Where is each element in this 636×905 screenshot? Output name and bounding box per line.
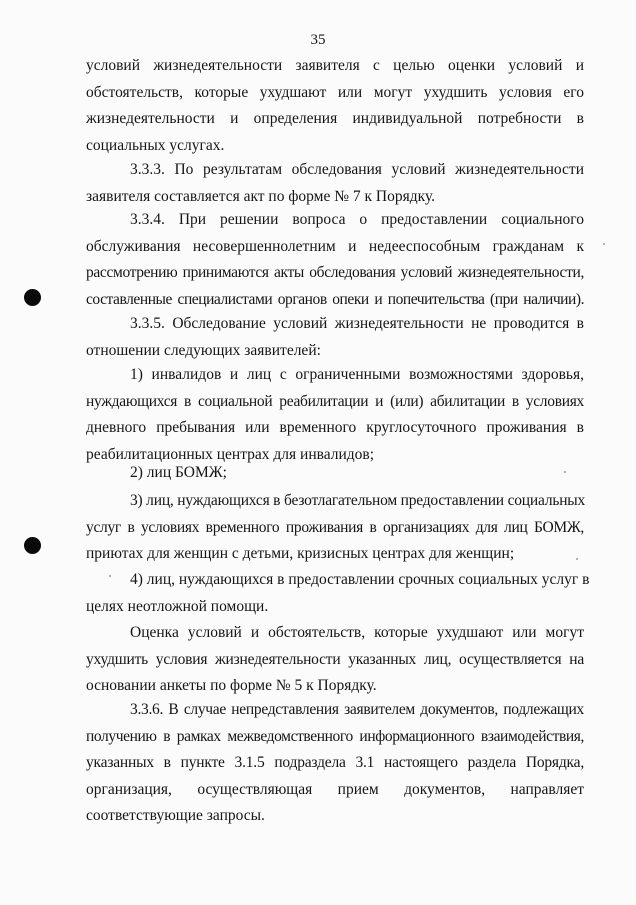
list-item-4 <box>86 567 590 620</box>
text-line: жизнедеятельности и определения индивидуальной потребности в <box>86 110 584 128</box>
paragraph-assessment <box>86 620 584 700</box>
text-line: получению в рамках межведомственного информационного взаимодействия, <box>86 727 584 745</box>
text-line: социальных услугах. <box>86 136 225 154</box>
text-line: 2) лиц БОМЖ; <box>130 464 227 481</box>
scan-speck <box>564 471 566 473</box>
text-line: 1) инвалидов и лиц с ограниченными возможностями здоровья, <box>130 366 584 383</box>
text-line: 3.3.3. По результатам обследования условий жизнедеятельности <box>130 161 584 178</box>
text-line: дневного пребывания или временного круглосуточного проживания в <box>86 419 584 437</box>
text-line: услуг в условиях временного проживания в организациях для лиц БОМЖ, <box>86 518 584 536</box>
text-line: 3) лиц, нуждающихся в безотлагательном предоставлении социальных <box>130 492 586 509</box>
text-line: реабилитационных центрах для инвалидов; <box>86 445 375 463</box>
list-item-3 <box>86 488 584 568</box>
text-line: 3.3.4. При решении вопроса о предоставлении социального <box>130 211 584 228</box>
text-line: соответствующие запросы. <box>86 807 265 825</box>
scan-speck <box>109 575 111 577</box>
text-line: обслуживания несовершеннолетним и недееспособным гражданам к <box>86 237 584 255</box>
text-line: организация, осуществляющая прием документов, направляет <box>86 780 584 798</box>
text-line: целях неотложной помощи. <box>86 597 269 615</box>
text-line: нуждающихся в социальной реабилитации и (или) абилитации в условиях <box>86 392 584 410</box>
paragraph-3-3-6 <box>86 697 584 830</box>
text-line: Оценка условий и обстоятельств, которые ухудшают или могут <box>130 624 584 641</box>
scan-speck <box>603 243 605 245</box>
paragraph-3-3-3 <box>86 157 584 210</box>
punch-hole <box>24 289 41 306</box>
text-line: отношении следующих заявителей: <box>86 341 321 359</box>
text-line: 3.3.6. В случае непредставления заявителем документов, подлежащих <box>130 701 584 718</box>
text-line: основании анкеты по форме № 5 к Порядку. <box>86 677 377 695</box>
page-number: 35 <box>310 32 326 48</box>
paragraph-3-3-4 <box>86 207 584 313</box>
punch-hole <box>24 537 41 554</box>
text-line: 4) лиц, нуждающихся в предоставлении срочных социальных услуг в <box>130 571 590 588</box>
text-line: условий жизнедеятельности заявителя с целью оценки условий и <box>86 57 584 74</box>
paragraph-3-3-5 <box>86 311 584 364</box>
text-line: заявителя составляется акт по форме № 7 к Порядку. <box>86 187 436 205</box>
text-line: рассмотрению принимаются акты обследования условий жизнедеятельности, <box>86 264 584 282</box>
paragraph-continuation <box>86 53 584 159</box>
text-line: ухудшить условия жизнедеятельности указанных лиц, осуществляется на <box>86 650 584 668</box>
text-line: приютах для женщин с детьми, кризисных центрах для женщин; <box>86 545 515 563</box>
text-line: составленные специалистами органов опеки и попечительства (при наличии). <box>86 290 584 308</box>
text-line: указанных в пункте 3.1.5 подраздела 3.1 настоящего раздела Порядка, <box>86 754 584 772</box>
scan-speck <box>576 558 578 560</box>
text-line: обстоятельств, которые ухудшают или могут ухудшить условия его <box>86 83 584 101</box>
text-line: 3.3.5. Обследование условий жизнедеятельности не проводится в <box>130 315 584 332</box>
list-item-1 <box>86 362 584 468</box>
list-item-2 <box>86 460 584 487</box>
